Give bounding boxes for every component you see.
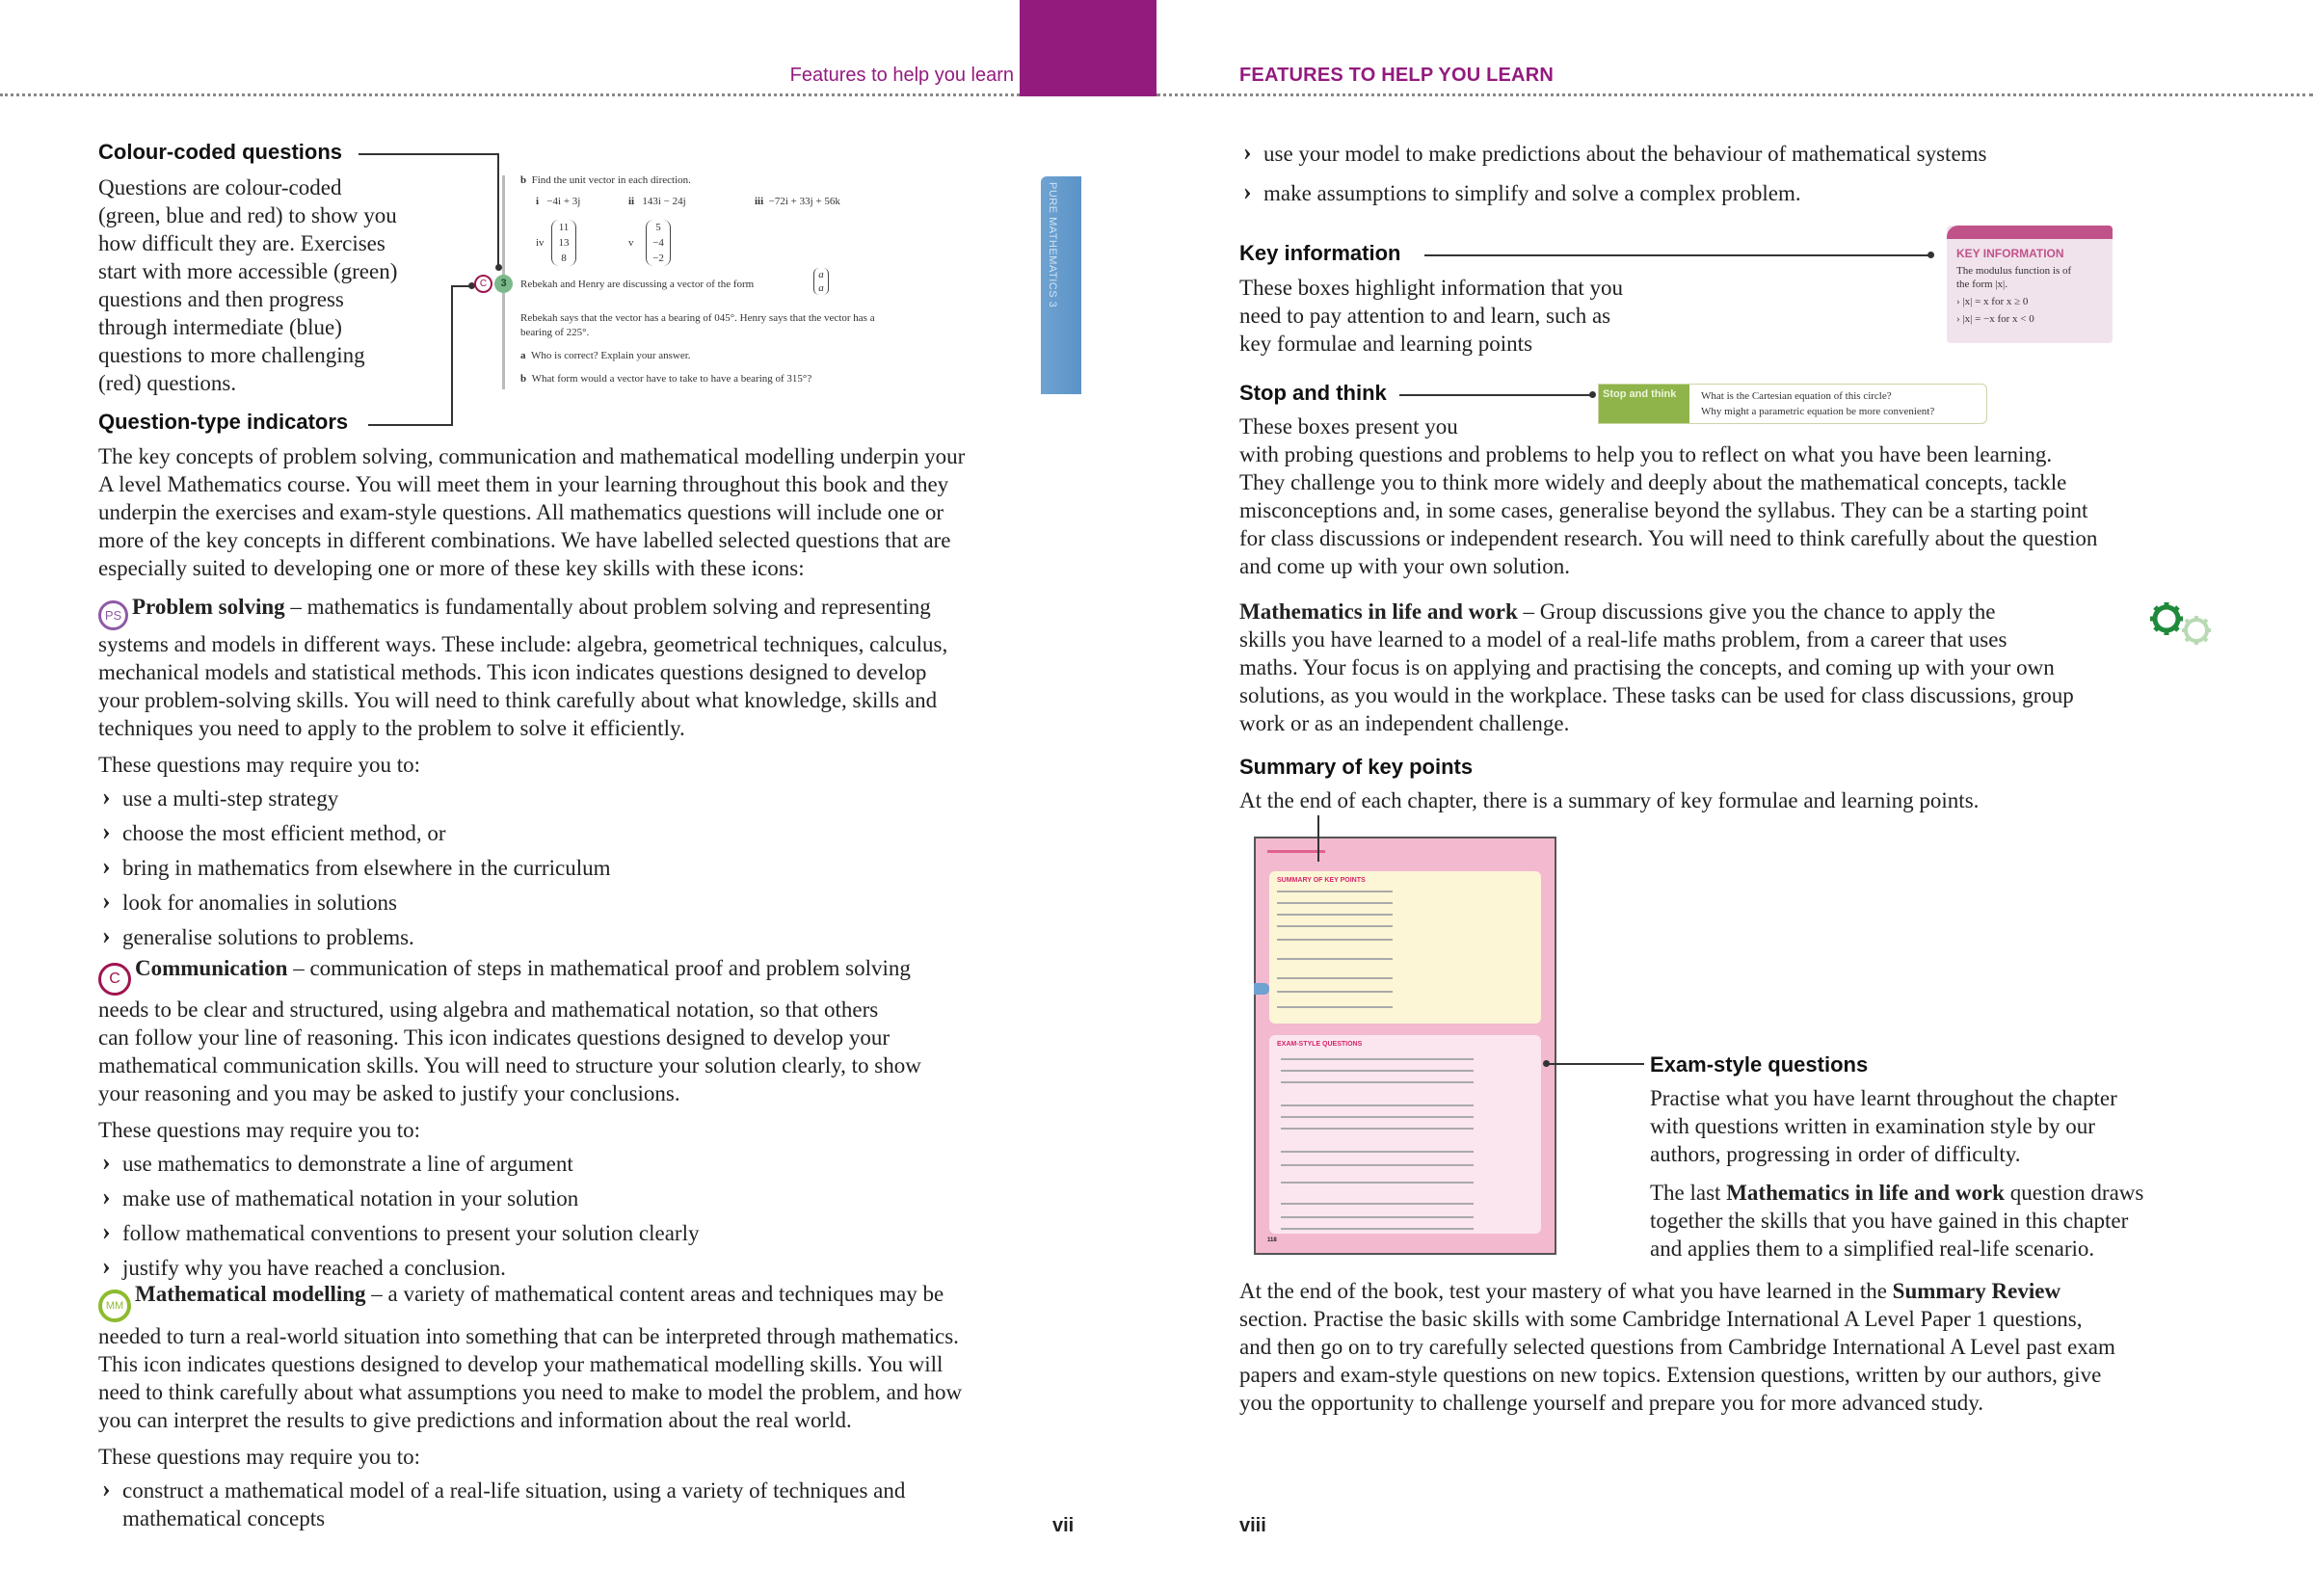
header-accent-bar [1020,0,1156,96]
summary-review-text: At the end of the book, test your mastery of what you have learned in the Summary Review section. Practise the basic skills with some Cambridge International A Level Paper 1 questions, and then go on to try carefully selected questions from Cambridge International A Level past exam papers and exam-style questions on new topics. Extension questions, written by our authors, give you the opportunity to challenge yourself and prepare you for more advanced study. [1239,1279,2115,1415]
thumb-key-points-box: SUMMARY OF KEY POINTS [1269,871,1541,1024]
example-item-v-label: v [628,237,634,249]
intro-paragraph: The key concepts of problem solving, communication and mathematical modelling underpin your A level Mathematics course. You will meet them in your learning throughout this book and they underpin the exercises and exam-style questions. All mathematics questions will include one or more of the key concepts in different combinations. We have labelled selected questions that are especially suited to developing one or more of these key skills with these icons: [98,444,966,580]
header-rule-right [1156,93,2313,96]
chapter-side-tab: PURE MATHEMATICS 3 [1041,176,1081,394]
life-work-section: Mathematics in life and work – Group discussions give you the chance to apply the skills you have learned to a model of a real-life maths problem, from a career that uses maths. Your focus is on applying and practising the concepts, and coming up with your own solutions, as you would in the workplace. These tasks can be used for class discussions, group work or as an independent challenge. [1239,599,2074,735]
leader-line [451,285,470,287]
leader-line [1317,815,1319,862]
q3-line2: Rebekah says that the vector has a bearing of 045°. Henry says that the vector has a [520,312,875,324]
leader-line [368,424,453,426]
key-info-heading: Key information [1239,241,1401,265]
header-rule-left [0,93,1020,96]
colour-coded-text: Questions are colour-coded (green, blue and red) to show you how difficult they are. Exercises start with more accessible (green) questions and then progress through intermediate (blue) questions to more challenging (red) questions. [98,175,398,395]
leader-line [359,153,499,155]
stop-think-heading: Stop and think [1239,381,1387,405]
vector-v: 5 −4 −2 [646,220,671,266]
communication-section: C Communication – communication of steps in mathematical proof and problem solving needs to be clear and structured, using algebra and mathematical notation, so that others can follow your line of reasoning. This icon indicates questions designed to develop your mathematical communication skills. You will need to structure your solution clearly, to show your reasoning and you may be asked to justify your conclusions. These questions may require you to: › use mathematics to demonstrate a line of argument › make use of mathematical notation in your solution › follow mathematical conventions to present your solution clearly › justify why you have reached a conclusion. [98,954,1081,1282]
summary-heading: Summary of key points [1239,755,1474,779]
leader-line [1424,254,1930,256]
q3-line3: bearing of 225°. [520,327,590,338]
q3-text: Rebekah and Henry are discussing a vector of the form [520,279,755,290]
exam-style-heading: Exam-style questions [1650,1052,1869,1077]
leader-line [1399,394,1592,396]
leader-dot [1543,1060,1550,1067]
gears-icon [2143,599,2220,648]
modelling-icon: MM [98,1290,131,1322]
summary-text: At the end of each chapter, there is a summary of key formulae and learning points. [1239,788,1980,812]
example-item-ii: ii 143i − 24j [628,196,686,207]
vector-iv: 11 13 8 [551,220,576,266]
leader-dot [1928,252,1934,258]
problem-solving-section: PS Problem solving – mathematics is fundamentally about problem solving and representing systems and models in different ways. These include: algebra, geometrical techniques, calculus, mechanical models and statistical methods. This icon indicates questions designed to develop your problem-solving skills. You will need to think carefully about what knowledge, skills and techniques you need to apply to the problem to solve it efficiently. These questions may require you to: › use a multi-step strategy › choose the most efficient method, or › bring in mathematics from elsewhere in the curriculum › look for anomalies in solutions › generalise solutions to problems. [98,593,1081,951]
left-running-head: Features to help you learn [789,65,1014,86]
q3-part-a: a Who is correct? Explain your answer. [520,350,691,361]
summary-page-thumbnail: SUMMARY OF KEY POINTS EXAM-STYLE QUESTIONS 118 [1254,837,1556,1255]
colour-coded-heading: Colour-coded questions [98,140,342,164]
problem-solving-icon: PS [98,600,128,630]
communication-icon: C [98,963,131,996]
question-type-heading: Question-type indicators [98,410,349,434]
leader-line [1548,1063,1644,1065]
modelling-bullets-cont: › use your model to make predictions about the behaviour of mathematical systems › make assumptions to simplify and solve a complex problem. [1239,140,2242,207]
example-item-iv-label: iv [536,237,545,249]
right-running-head: FEATURES TO HELP YOU LEARN [1239,65,1554,86]
leader-dot [495,264,502,271]
leader-line [451,285,453,426]
thumb-exam-box: EXAM-STYLE QUESTIONS [1269,1035,1541,1234]
key-info-text: These boxes highlight information that you need to pay attention to and learn, such as key formulae and learning points [1239,276,1623,356]
leader-dot [1589,391,1596,398]
example-part-b: b Find the unit vector in each direction. [520,174,691,186]
example-item-i: i −4i + 3j [536,196,581,207]
page-number-right: viii [1239,1515,1266,1536]
example-item-iii: iii −72i + 33j + 56k [755,196,840,207]
communication-badge-icon: C [474,275,492,293]
stop-think-text: These boxes present you with probing questions and problems to help you to reflect on what you have been learning. They challenge you to think more widely and deeply about the mathematical concepts, tackle misconceptions and, in some cases, generalise beyond the syllabus. They can be a starting point for class discussions or independent research. You will need to think carefully about the question and come up with your own solution. [1239,414,2098,578]
modelling-bullet: › construct a mathematical model of a real-life situation, using a variety of techniques and mathematical concepts [98,1476,1081,1532]
leader-line [497,153,499,267]
q3-vector: a a [813,268,829,295]
modelling-section: MM Mathematical modelling – a variety of mathematical content areas and techniques may be needed to turn a real-world situation into something that can be interpreted through mathematics. This icon indicates questions designed to develop your mathematical modelling skills. You will need to think carefully about what assumptions you need to make to model the problem, and how you can interpret the results to give predictions and information about the real world. These questions may require you to: › construct a mathematical model of a real-life situation, using a variety of techniques and mathematical concepts [98,1280,1081,1532]
q3-part-b: b What form would a vector have to take to have a bearing of 315°? [520,373,812,385]
question-number-badge: 3 [494,275,513,293]
key-info-box: KEY INFORMATION The modulus function is of the form |x|. › |x| = x for x ≥ 0 › |x| = −x for x < 0 [1947,226,2113,343]
exam-style-text: Practise what you have learnt throughout the chapter with questions written in examination style by our authors, progressing in order of difficulty. The last Mathematics in life and work question draws together the skills that you have gained in this chapter and applies them to a simplified real-life scenario. [1650,1086,2144,1261]
page-number-left: vii [1052,1515,1075,1536]
stop-think-box: Stop and think What is the Cartesian equation of this circle? Why might a parametric equation be more convenient? [1598,384,1987,424]
